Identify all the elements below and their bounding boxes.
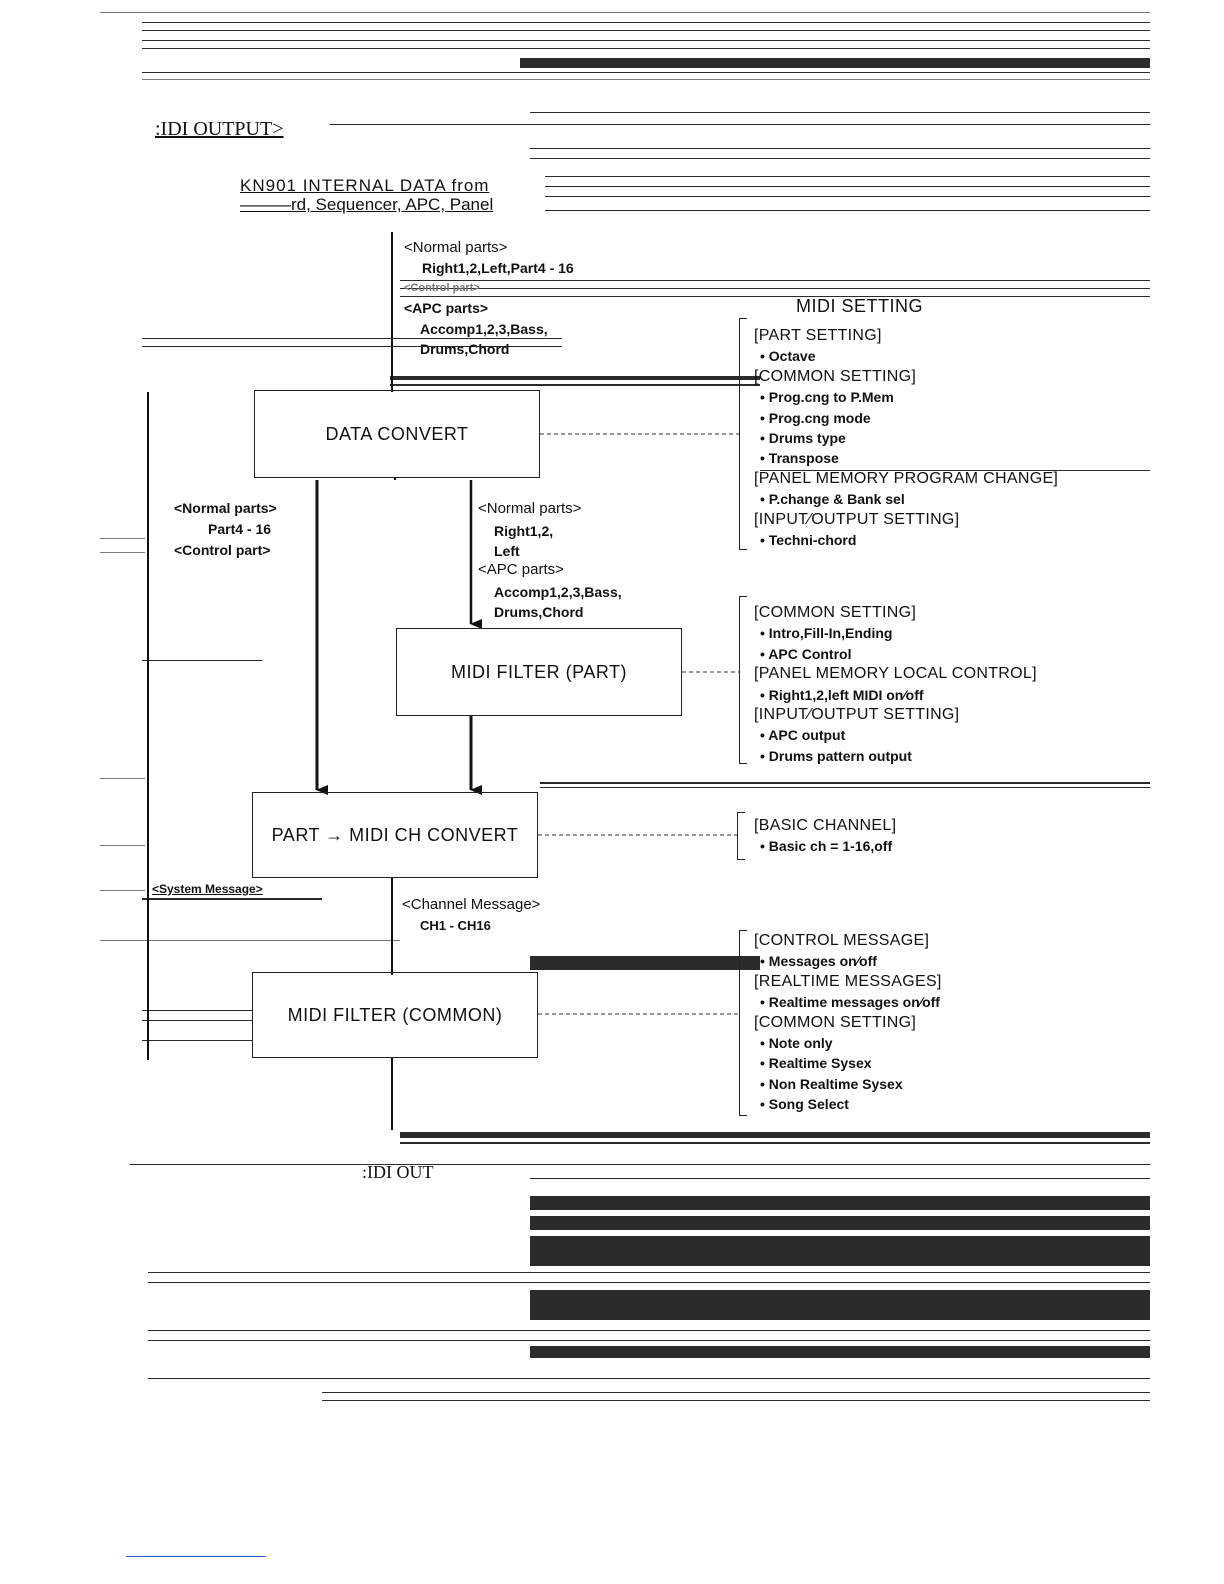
- settings-group4: [754, 931, 942, 1115]
- setting-heading: [INPUT∕OUTPUT SETTING]: [754, 510, 960, 528]
- setting-item: • Drums pattern output: [760, 747, 912, 764]
- settings-group3-bracket: [737, 812, 745, 860]
- source-line-2: ———rd, Sequencer, APC, Panel: [240, 195, 494, 214]
- setting-item: • Realtime messages on∕off: [760, 994, 940, 1011]
- right-apc-list-1: Accomp1,2,3,Bass,: [494, 584, 622, 600]
- setting-item: • APC output: [760, 727, 846, 744]
- setting-item: • APC Control: [760, 645, 852, 662]
- setting-item: • Prog.cng mode: [760, 409, 871, 426]
- setting-heading: [PANEL MEMORY LOCAL CONTROL]: [754, 665, 1037, 683]
- settings-group3: [754, 816, 896, 857]
- input-control-header: <Control part>: [404, 282, 480, 294]
- data-convert-box: DATA CONVERT: [254, 390, 540, 478]
- right-apc-header: <APC parts>: [478, 561, 564, 578]
- setting-heading: [PART SETTING]: [754, 327, 882, 344]
- settings-group2: [754, 603, 1037, 766]
- setting-heading: [CONTROL MESSAGE]: [754, 932, 930, 949]
- source-line-1: KN901 INTERNAL DATA from: [240, 176, 490, 195]
- input-normal-list: Right1,2,Left,Part4 - 16: [422, 260, 574, 276]
- setting-heading: [COMMON SETTING]: [754, 1013, 917, 1031]
- input-normal-header: <Normal parts>: [404, 239, 508, 256]
- setting-heading: [COMMON SETTING]: [754, 604, 917, 621]
- setting-item: • Techni-chord: [760, 532, 857, 549]
- settings-group1-bracket: [739, 318, 747, 550]
- left-normal-header: <Normal parts>: [174, 500, 277, 516]
- midi-setting-title: MIDI SETTING: [796, 296, 923, 316]
- input-apc-list-1: Accomp1,2,3,Bass,: [420, 321, 548, 337]
- setting-item: • Octave: [760, 348, 816, 365]
- setting-heading: [PANEL MEMORY PROGRAM CHANGE]: [754, 469, 1059, 487]
- left-normal-list: Part4 - 16: [208, 521, 272, 537]
- setting-item: • Song Select: [760, 1096, 849, 1113]
- left-control-header: <Control part>: [174, 542, 271, 558]
- settings-group2-bracket: [739, 596, 747, 764]
- right-normal-list-1: Right1,2,: [494, 523, 554, 539]
- setting-item: • Transpose: [760, 450, 839, 467]
- section-title: :IDI OUTPUT>: [155, 118, 284, 140]
- midi-out-label: :IDI OUT: [362, 1162, 434, 1182]
- setting-heading: [INPUT∕OUTPUT SETTING]: [754, 706, 960, 724]
- setting-item: • Intro,Fill-In,Ending: [760, 625, 893, 642]
- midi-filter-part-box: MIDI FILTER (PART): [396, 628, 682, 716]
- setting-item: • Basic ch = 1-16,off: [760, 838, 893, 855]
- setting-item: • Drums type: [760, 430, 846, 447]
- setting-item: • Note only: [760, 1035, 833, 1052]
- setting-heading: [REALTIME MESSAGES]: [754, 972, 942, 990]
- channel-message-header: <Channel Message>: [402, 896, 541, 913]
- right-normal-list-2: Left: [494, 543, 520, 559]
- setting-item: • Messages on∕off: [760, 953, 877, 970]
- setting-item: • Right1,2,left MIDI on∕off: [760, 686, 924, 703]
- setting-item: • P.change & Bank sel: [760, 491, 905, 508]
- setting-item: • Realtime Sysex: [760, 1055, 872, 1072]
- settings-group1: [754, 326, 1058, 550]
- settings-group4-bracket: [739, 930, 747, 1116]
- right-normal-header: <Normal parts>: [478, 500, 582, 517]
- setting-item: • Prog.cng to P.Mem: [760, 389, 894, 406]
- setting-heading: [BASIC CHANNEL]: [754, 817, 897, 834]
- channel-message-range: CH1 - CH16: [420, 918, 491, 933]
- setting-heading: [COMMON SETTING]: [754, 367, 917, 385]
- setting-item: • Non Realtime Sysex: [760, 1075, 903, 1092]
- part-ch-convert-box: PART → MIDI CH CONVERT: [252, 792, 538, 878]
- input-apc-list-2: Drums,Chord: [420, 341, 510, 357]
- right-apc-list-2: Drums,Chord: [494, 604, 584, 620]
- midi-filter-common-box: MIDI FILTER (COMMON): [252, 972, 538, 1058]
- input-apc-header: <APC parts>: [404, 300, 489, 316]
- system-message-label: <System Message>: [152, 882, 263, 896]
